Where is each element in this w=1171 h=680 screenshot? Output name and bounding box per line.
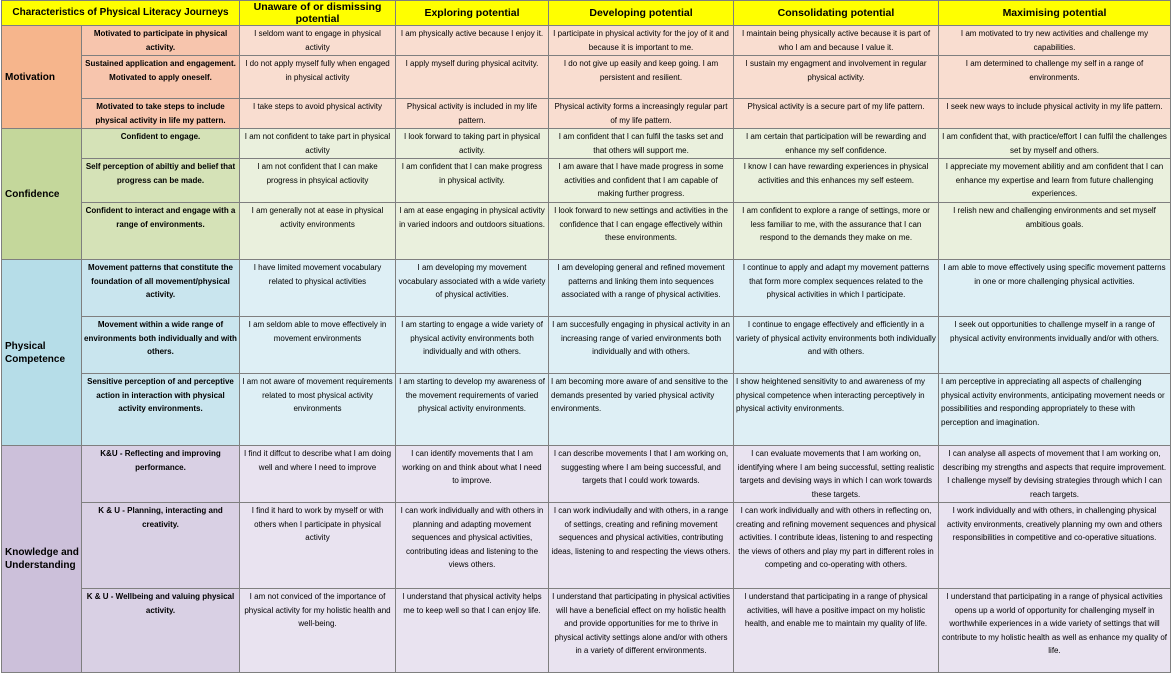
cell-developing: I look forward to new settings and activities in the confidence that I can engage effectively within these environments. xyxy=(549,203,734,260)
header-row xyxy=(2,1,1171,26)
cell-maximising: I work individually and with others, in challenging physical activity environments, creatively planning my own and others responsibilities in competitive and co-operative situations. xyxy=(939,503,1171,589)
criterion: Movement patterns that constitute the foundation of all movement/physical activity. xyxy=(82,260,240,317)
cell-developing: I am confident that I can fulfil the tasks set and that others will support me. xyxy=(549,129,734,159)
cell-unaware: I am seldom able to move effectively in movement environments xyxy=(240,317,396,374)
cell-exploring: I look forward to taking part in physical activity. xyxy=(396,129,549,159)
section-physical-competence: Physical Competence xyxy=(2,260,82,446)
cell-consolidating: I understand that participating in a range of physical activities, will have a positive impact on my holistic health, and enable me to maintain my quality of life. xyxy=(734,589,939,673)
section-confidence: Confidence xyxy=(2,129,82,260)
cell-maximising: I understand that participating in a range of physical activities opens up a world of opportunity for challenging myself in worthwhile experiences in a wide variety of settings that will contribute to my holistic health as well as enhance my quality of life. xyxy=(939,589,1171,673)
criterion: Sensitive perception of and perceptive action in interaction with physical activity environments. xyxy=(82,374,240,446)
criterion: Confident to engage. xyxy=(82,129,240,159)
header-characteristics: Characteristics of Physical Literacy Journeys xyxy=(2,1,240,26)
cell-consolidating: I can evaluate movements that I am working on, identifying where I am being successful, setting realistic targets and devising ways in which I can work towards these targets. xyxy=(734,446,939,503)
cell-unaware: I am not confident that I can make progress in phsyical actiovity xyxy=(240,159,396,203)
cell-consolidating: I sustain my engagment and involvement in regular physical activity. xyxy=(734,56,939,99)
cell-exploring: I am starting to develop my awareness of the movement requirements of varied physical activity environments. xyxy=(396,374,549,446)
header-developing: Developing potential xyxy=(549,1,734,26)
cell-unaware: I have limited movement vocabulary related to physical activities xyxy=(240,260,396,317)
cell-unaware: I am not aware of movement requirements related to most physical activity environments xyxy=(240,374,396,446)
criterion: Confident to interact and engage with a range of environments. xyxy=(82,203,240,260)
cell-maximising: I seek out opportunities to challenge myself in a range of physical activity environments invidually and/or with others. xyxy=(939,317,1171,374)
cell-consolidating: I continue to engage effectively and efficiently in a variety of physical activity environments both individually and with others. xyxy=(734,317,939,374)
cell-maximising: I seek new ways to include physical activity in my life pattern. xyxy=(939,99,1171,129)
cell-unaware: I do not apply myself fully when engaged in physical activity xyxy=(240,56,396,99)
cell-exploring: I am physically active because I enjoy it. xyxy=(396,26,549,56)
cell-maximising: I am motivated to try new activities and challenge my capabilities. xyxy=(939,26,1171,56)
cell-developing: I am becoming more aware of and sensitive to the demands presented by varied physical activity environments. xyxy=(549,374,734,446)
cell-exploring: I can work individually and with others in planning and adapting movement sequences and physical activities, contributing ideas and listening to the views others. xyxy=(396,503,549,589)
cell-unaware: I find it hard to work by myself or with others when I participate in physical activity xyxy=(240,503,396,589)
table-row xyxy=(2,129,1171,159)
cell-exploring: I am developing my movement vocabulary associated with a wide variety of physical activities. xyxy=(396,260,549,317)
header-exploring: Exploring potential xyxy=(396,1,549,26)
cell-consolidating: I continue to apply and adapt my movement patterns that form more complex sequences related to the physical activities in which I participate. xyxy=(734,260,939,317)
cell-developing: Physical activity forms a increasingly regular part of my life pattern. xyxy=(549,99,734,129)
physical-literacy-table xyxy=(1,0,1171,673)
criterion: Self perception of abiltiy and belief that progress can be made. xyxy=(82,159,240,203)
section-knowledge-understanding: Knowledge and Understanding xyxy=(2,446,82,673)
cell-maximising: I relish new and challenging environments and set myself ambitious goals. xyxy=(939,203,1171,260)
cell-unaware: I am generally not at ease in physical activity environments xyxy=(240,203,396,260)
table-row xyxy=(2,159,1171,203)
header-unaware: Unaware of or dismissing potential xyxy=(240,1,396,26)
cell-developing: I am succesfully engaging in physical activity in an increasing range of varied environments both individually and with others. xyxy=(549,317,734,374)
cell-exploring: Physical activity is included in my life pattern. xyxy=(396,99,549,129)
cell-consolidating: I maintain being physically active because it is part of who I am and because I value it. xyxy=(734,26,939,56)
cell-unaware: I am not conviced of the importance of physical activity for my holistic health and well-being. xyxy=(240,589,396,673)
criterion: K & U - Wellbeing and valuing physical activity. xyxy=(82,589,240,673)
cell-maximising: I can analyse all aspects of movement that I am working on, describing my strengths and aspects that require improvement. I challenge myself by devising strategies through which I can reach targets. xyxy=(939,446,1171,503)
header-maximising: Maximising potential xyxy=(939,1,1171,26)
cell-exploring: I can identify movements that I am working on and think about what I need to improve. xyxy=(396,446,549,503)
table-row xyxy=(2,26,1171,56)
cell-unaware: I seldom want to engage in physical activity xyxy=(240,26,396,56)
cell-developing: I participate in physical activity for the joy of it and because it is important to me. xyxy=(549,26,734,56)
cell-developing: I understand that participating in physical activities will have a beneficial effect on my holistic health and provide opportunities for me to thrive in physical activity settings alone and/or with others in a variety of different environments. xyxy=(549,589,734,673)
criterion: Movement within a wide range of environments both individually and with others. xyxy=(82,317,240,374)
table-row xyxy=(2,260,1171,317)
criterion: Sustained application and engagement. Motivated to apply oneself. xyxy=(82,56,240,99)
cell-developing: I am developing general and refined movement patterns and linking them into sequences associated with a range of physical activities. xyxy=(549,260,734,317)
header-consolidating: Consolidating potential xyxy=(734,1,939,26)
criterion: K&U - Reflecting and improving performance. xyxy=(82,446,240,503)
table-row xyxy=(2,503,1171,589)
cell-exploring: I am at ease engaging in physical activity in varied indoors and outdoors situations. xyxy=(396,203,549,260)
cell-developing: I can describe movements I that I am working on, suggesting where I am being successful, and targets that I could work towards. xyxy=(549,446,734,503)
cell-consolidating: I can work individually and with others in reflecting on, creating and refining movement sequences and physical activities. I contribute ideas, listening to and respecting the views of others and play my part in different roles in competing and co-operating with others. xyxy=(734,503,939,589)
cell-maximising: I am able to move effectively using specific movement patterns in one or more challenging physical activities. xyxy=(939,260,1171,317)
cell-unaware: I take steps to avoid physical activity xyxy=(240,99,396,129)
cell-maximising: I am determined to challenge my self in a range of environments. xyxy=(939,56,1171,99)
section-motivation: Motivation xyxy=(2,26,82,129)
table-row xyxy=(2,589,1171,673)
table-row xyxy=(2,99,1171,129)
cell-exploring: I apply myself during physical acitvity. xyxy=(396,56,549,99)
table-row xyxy=(2,446,1171,503)
table-row xyxy=(2,317,1171,374)
table-row xyxy=(2,203,1171,260)
table-row xyxy=(2,374,1171,446)
cell-developing: I am aware that I have made progress in some activities and confident that I am capable of making further progress. xyxy=(549,159,734,203)
criterion: Motivated to participate in physical activity. xyxy=(82,26,240,56)
criterion: K & U - Planning, interacting and creativity. xyxy=(82,503,240,589)
cell-developing: I can work indiviudally and with others, in a range of settings, creating and refining movement sequences and physical activities, contributing ideas, listening to and respecting the views others. xyxy=(549,503,734,589)
cell-unaware: I find it diffcut to describe what I am doing well and where I need to improve xyxy=(240,446,396,503)
cell-consolidating: Physical activity is a secure part of my life pattern. xyxy=(734,99,939,129)
cell-maximising: I appreciate my movement abilitiy and am confident that I can enhance my expertise and learn from future challenging experiences. xyxy=(939,159,1171,203)
cell-consolidating: I show heightened sensitivity to and awareness of my physical competence when interacting perceptively in physical activity environments. xyxy=(734,374,939,446)
cell-consolidating: I am certain that participation will be rewarding and enhance my self confidence. xyxy=(734,129,939,159)
cell-exploring: I am starting to engage a wide variety of physical activity environments both individually and with others. xyxy=(396,317,549,374)
cell-consolidating: I am confident to explore a range of settings, more or less familiar to me, with the assurance that I can respond to the demands they make on me. xyxy=(734,203,939,260)
criterion: Motivated to take steps to include physical activity in life my pattern. xyxy=(82,99,240,129)
cell-maximising: I am confident that, with practice/effort I can fulfil the challenges set by myself and others. xyxy=(939,129,1171,159)
cell-exploring: I understand that physical activity helps me to keep well so that I can enjoy life. xyxy=(396,589,549,673)
cell-consolidating: I know I can have rewarding experiences in physical activities and this enhances my self esteem. xyxy=(734,159,939,203)
cell-maximising: I am perceptive in appreciating all aspects of challenging physical activity environments, anticipating movement needs or possibilities and responding appropriately to these with perception and imagination. xyxy=(939,374,1171,446)
table-row xyxy=(2,56,1171,99)
cell-exploring: I am confident that I can make progress in physical activity. xyxy=(396,159,549,203)
cell-developing: I do not give up easily and keep going. I am persistent and resilient. xyxy=(549,56,734,99)
cell-unaware: I am not confident to take part in physical activity xyxy=(240,129,396,159)
